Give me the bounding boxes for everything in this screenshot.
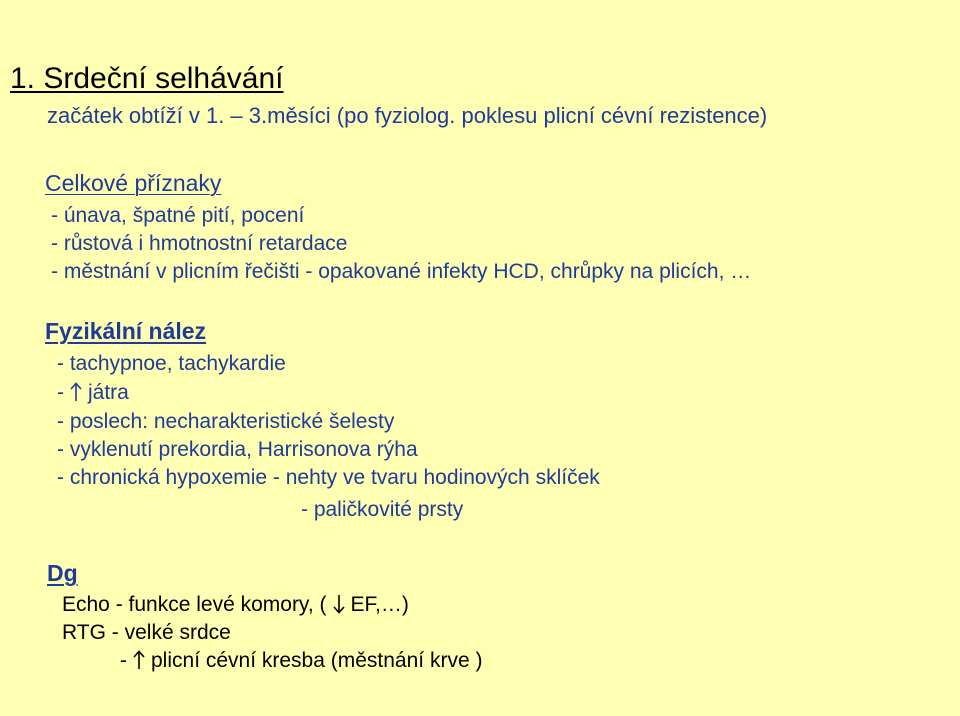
list-item [57,382,129,403]
plicni-text: plicní cévní kresba (městnání krve ) [151,649,483,672]
list-item: RTG - velké srdce [62,621,231,644]
list-item [62,594,409,615]
list-item: - únava, špatné pití, pocení [51,204,305,227]
echo-ef-text: EF,…) [350,593,409,616]
list-item: - poslech: necharakteristické šelesty [57,410,395,433]
subtitle: začátek obtíží v 1. – 3.měsíci (po fyziolog. poklesu plicní cévní rezistence) [47,103,768,128]
list-item [120,650,482,671]
arrow-down-icon [333,594,345,614]
arrow-up-icon [70,382,82,402]
list-item: - chronická hypoxemie - nehty ve tvaru hodinových sklíček [57,466,600,489]
list-item: - městnání v plicním řečišti - opakované infekty HCD, chrůpky na plicích, … [51,260,752,283]
arrow-up-icon [133,650,145,670]
echo-text: Echo - funkce levé komory, ( [62,593,327,616]
heading-fyzikalni: Fyzikální nález [45,318,207,344]
list-item: - paličkovité prsty [301,498,464,521]
jatra-text: játra [88,381,129,404]
list-item: - vyklenutí prekordia, Harrisonova rýha [57,438,418,461]
list-item: - tachypnoe, tachykardie [57,352,286,375]
heading-celkove: Celkové příznaky [45,170,222,196]
page-title: 1. Srdeční selhávání [10,62,284,95]
heading-dg: Dg [47,560,78,586]
dash: - [120,649,127,672]
dash: - [57,381,64,404]
list-item: - růstová i hmotnostní retardace [51,232,348,255]
